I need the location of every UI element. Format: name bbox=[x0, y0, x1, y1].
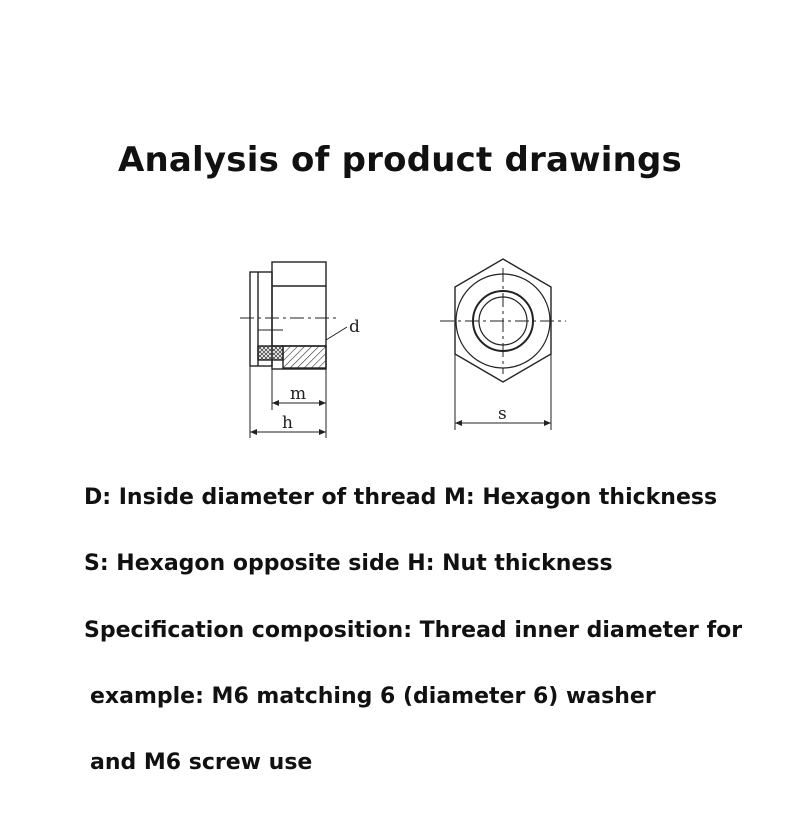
description-line-5: and M6 screw use bbox=[90, 750, 313, 775]
description-line-3: Specification composition: Thread inner diameter for bbox=[84, 618, 743, 643]
side-view bbox=[240, 262, 347, 438]
label-s: s bbox=[498, 404, 507, 424]
description-line-2: S: Hexagon opposite side H: Nut thickness bbox=[84, 551, 613, 576]
page-title: Analysis of product drawings bbox=[118, 140, 682, 180]
label-d: d bbox=[349, 317, 360, 337]
thread-section bbox=[283, 346, 326, 368]
description-line-4: example: M6 matching 6 (diameter 6) washer bbox=[90, 684, 656, 709]
description-line-1: D: Inside diameter of thread M: Hexagon thickness bbox=[84, 485, 718, 510]
label-m: m bbox=[290, 384, 307, 404]
nylon-insert-section bbox=[258, 346, 283, 360]
label-h: h bbox=[282, 413, 293, 433]
